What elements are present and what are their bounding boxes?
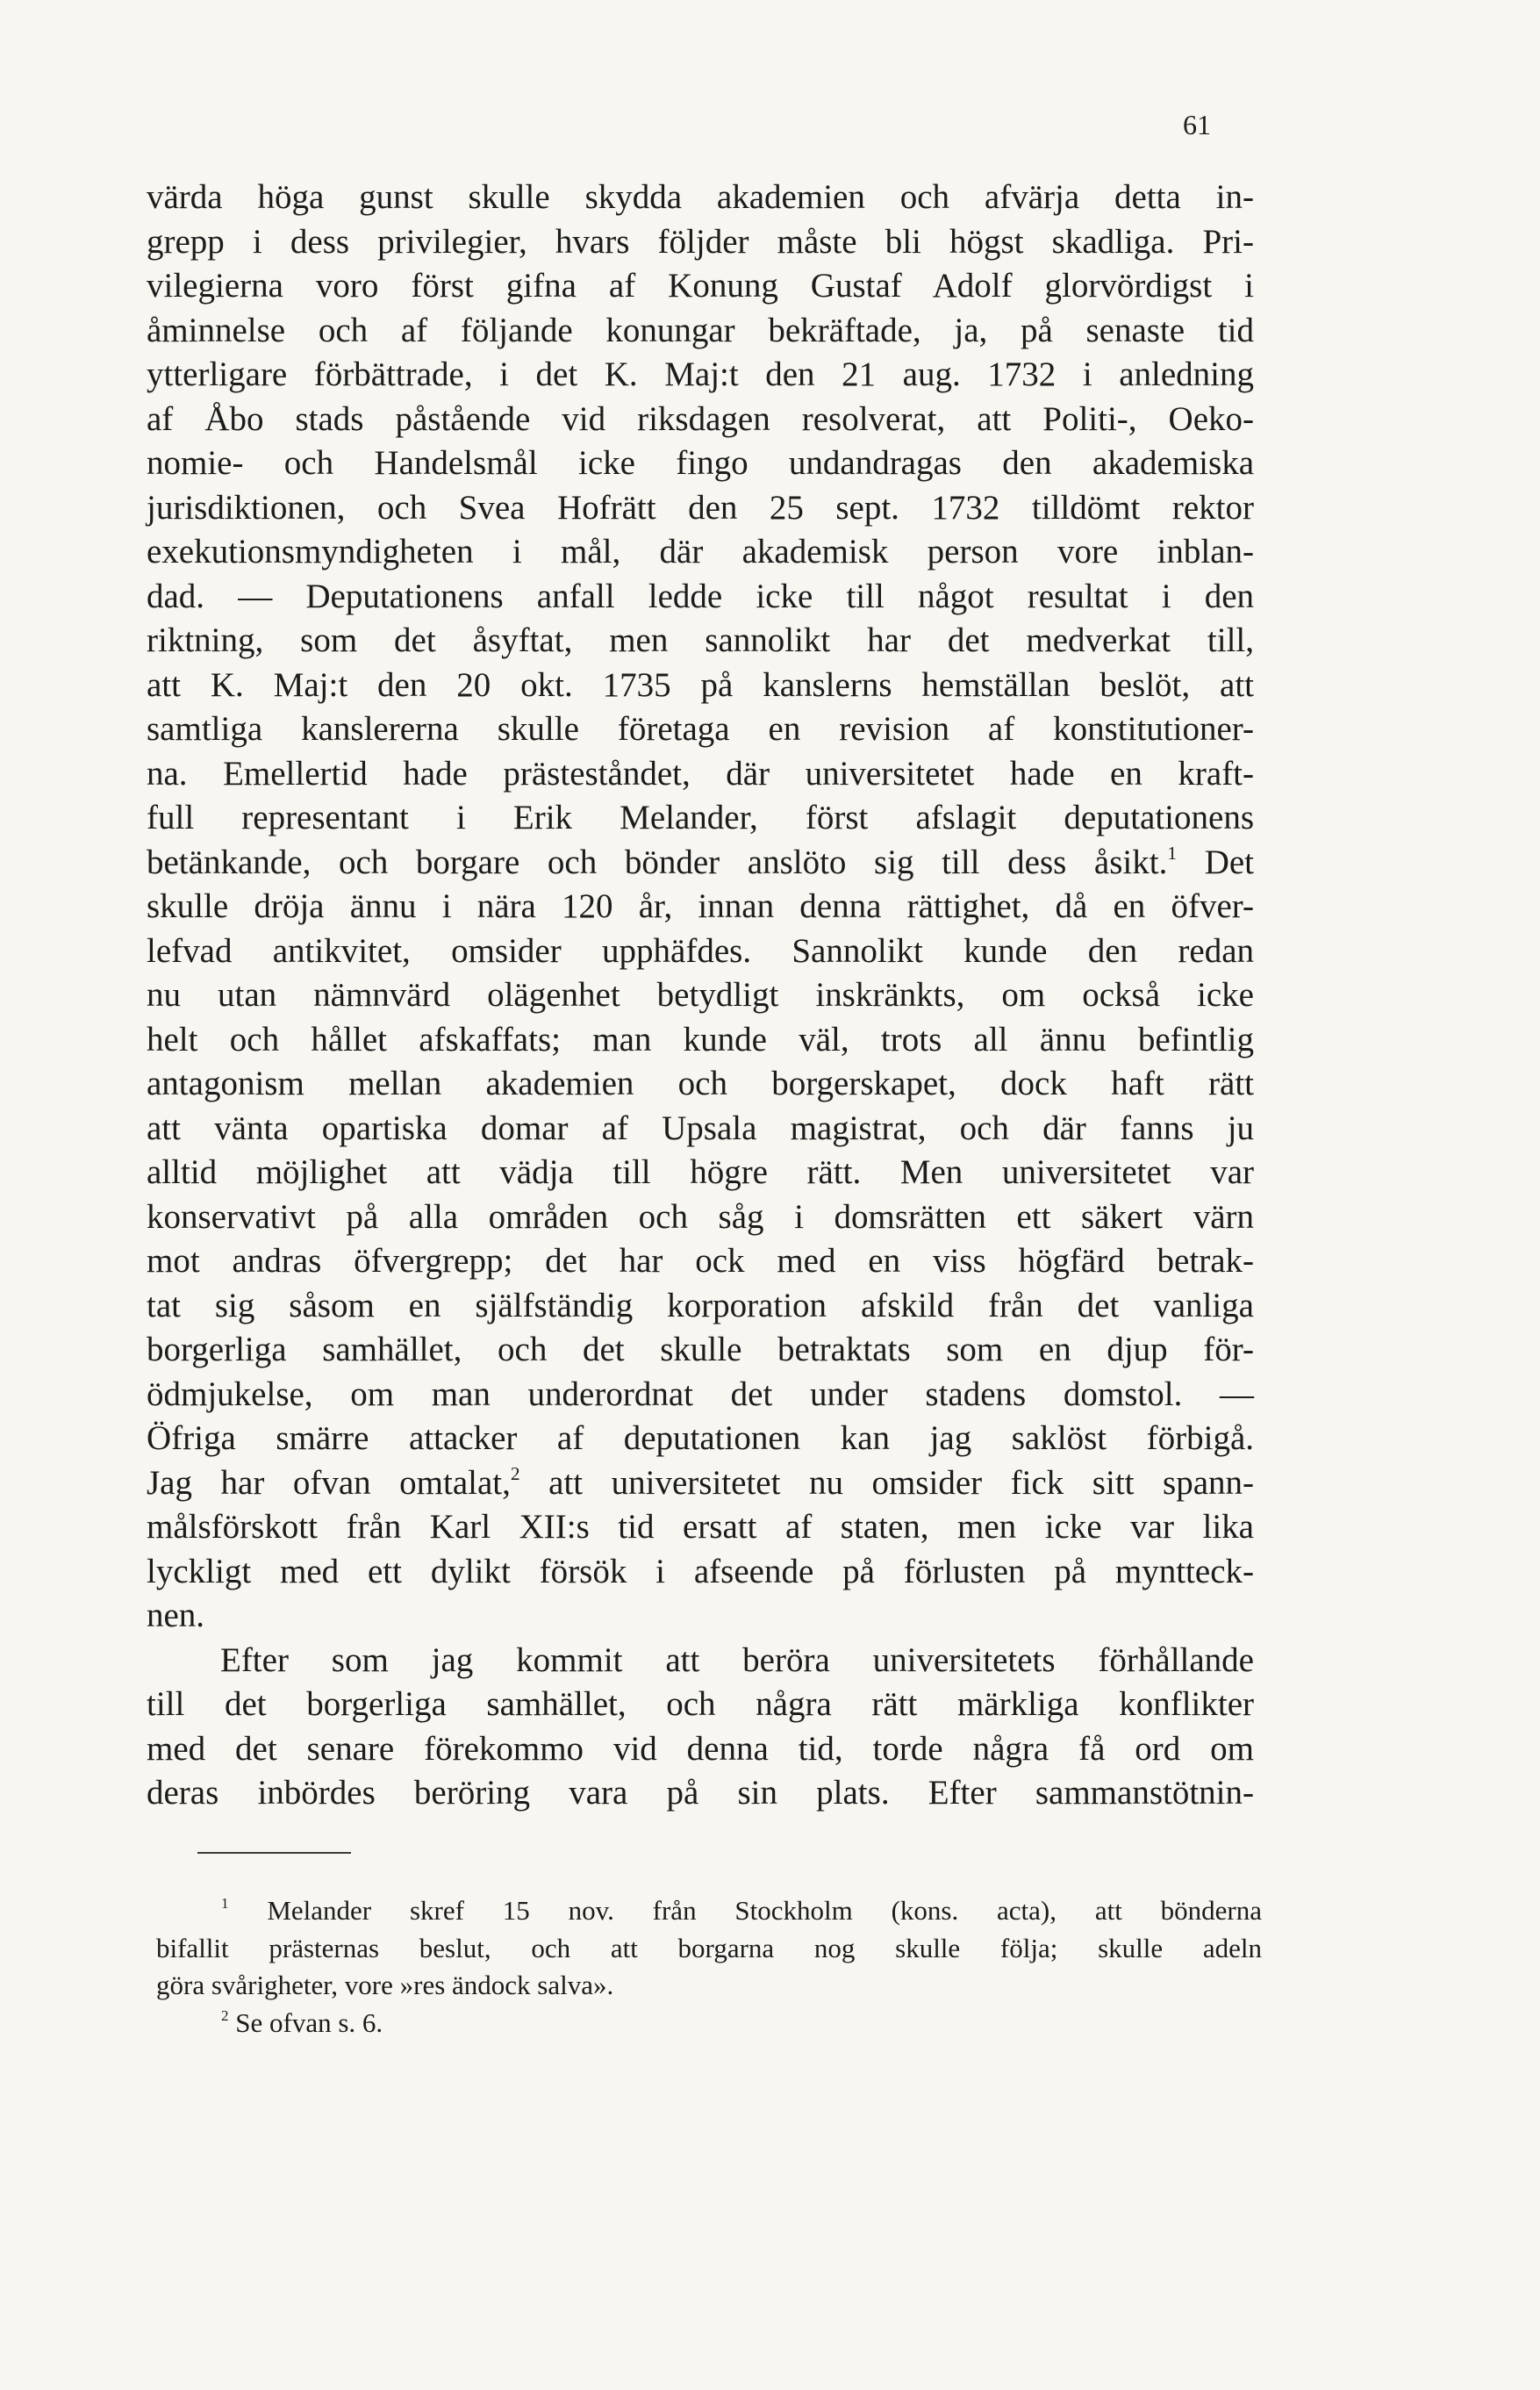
footnote-2: [156, 2005, 1262, 2042]
text-line: ytterligare förbättrade, i det K. Maj:t den 21 aug. 1732 i anledning: [147, 355, 1254, 393]
text-line: riktning, som det åsyftat, men sannolikt har det medverkat till,: [147, 621, 1254, 659]
footnote-line: $^1$ Melander skref 15 nov. från Stockholm (kons. acta), att bönderna: [221, 1895, 1262, 1926]
text-line: ödmjukelse, om man underordnat det under stadens domstol. —: [147, 1374, 1254, 1413]
text-line: grepp i dess privilegier, hvars följder måste bli högst skadliga. Pri-: [147, 222, 1254, 261]
text-line: borgerliga samhället, och det skulle betraktats som en djup för-: [147, 1331, 1254, 1368]
text-line-with-footnote-ref: betänkande, och borgare och bönder anslöto sig till dess åsikt.$^1$ Det: [147, 842, 1254, 881]
text-line: tat sig såsom en själfständig korporation afskild från det vanliga: [147, 1286, 1254, 1324]
text-line: konservativt på alla områden och såg i domsrätten ett säkert värn: [147, 1197, 1254, 1236]
text-line: alltid möjlighet att vädja till högre rätt. Men universitetet var: [147, 1153, 1254, 1191]
text-line: åminnelse och af följande konungar bekräftade, ja, på senaste tid: [147, 311, 1254, 349]
text-line: nomie- och Handelsmål icke fingo undandragas den akademiska: [147, 444, 1254, 482]
text-line: med det senare förekommo vid denna tid, torde några få ord om: [147, 1729, 1254, 1768]
text-line: helt och hållet afskaffats; man kunde väl, trots all ännu befintlig: [147, 1020, 1254, 1059]
text-line: exekutionsmyndigheten i mål, där akademisk person vore inblan-: [147, 533, 1254, 571]
text-line: dad. — Deputationens anfall ledde icke till något resultat i den: [147, 577, 1254, 615]
text-line: mot andras öfvergrepp; det har ock med en viss högfärd betrak-: [147, 1242, 1254, 1280]
text-line-with-footnote-ref: Jag har ofvan omtalat,$^2$ att universitetet nu omsider fick sitt spann-: [147, 1462, 1254, 1502]
footnote-line: göra svårigheter, vore »res ändock salva».: [156, 1970, 614, 2000]
page-number: 61: [1183, 109, 1211, 140]
text-line: nen.: [147, 1597, 205, 1634]
text-line: na. Emellertid hade prästeståndet, där universitetet hade en kraft-: [147, 754, 1254, 793]
footnotes: [156, 1892, 1262, 2042]
footnote-ref: 2: [510, 1462, 520, 1484]
footnote-ref: 1: [1167, 842, 1178, 864]
footnote-line: $^2$ Se ofvan s. 6.: [221, 2006, 383, 2038]
footnote-ref: 2: [221, 2006, 229, 2024]
text-line: full representant i Erik Melander, först afslagit deputationens: [147, 799, 1254, 836]
text-line: vilegierna voro först gifna af Konung Gustaf Adolf glorvördigst i: [147, 267, 1254, 305]
text-line: nu utan nämnvärd olägenhet betydligt inskränkts, om också icke: [147, 976, 1254, 1014]
text-line: Öfriga smärre attacker af deputationen kan jag saklöst förbigå.: [147, 1419, 1254, 1457]
text-line: af Åbo stads påstående vid riksdagen resolverat, att Politi-, Oeko-: [147, 399, 1254, 438]
footnote-line: bifallit prästernas beslut, och att borgarna nog skulle följa; skulle adeln: [156, 1932, 1262, 1963]
text-line: lyckligt med ett dylikt försök i afseende på förlusten på myntteck-: [147, 1552, 1254, 1590]
text-line: värda höga gunst skulle skydda akademien och afvärja detta in-: [147, 178, 1254, 216]
footnote-ref: 1: [221, 1895, 229, 1913]
text-line: till det borgerliga samhället, och några rätt märkliga konflikter: [147, 1685, 1254, 1723]
text-line: samtliga kanslererna skulle företaga en revision af konstitutioner-: [147, 710, 1254, 748]
text-line: Efter som jag kommit att beröra universitetets förhållande: [220, 1640, 1254, 1679]
footnote-1: [156, 1892, 1262, 2005]
text-line: att K. Maj:t den 20 okt. 1735 på kanslerns hemställan beslöt, att: [147, 665, 1254, 704]
text-line: skulle dröja ännu i nära 120 år, innan denna rättighet, då en öfver-: [147, 887, 1254, 925]
text-line: antagonism mellan akademien och borgerskapet, dock haft rätt: [147, 1065, 1254, 1102]
paragraph-1: [147, 176, 1254, 1639]
footnote-divider: [197, 1852, 351, 1854]
body-text: [147, 176, 1254, 1816]
text-line: att vänta opartiska domar af Upsala magistrat, och där fanns ju: [147, 1109, 1254, 1147]
text-line: jurisdiktionen, och Svea Hofrätt den 25 sept. 1732 tilldömt rektor: [147, 488, 1254, 527]
paragraph-2: [147, 1639, 1254, 1816]
text-line: deras inbördes beröring vara på sin plats. Efter sammanstötnin-: [147, 1774, 1254, 1812]
text-line: lefvad antikvitet, omsider upphäfdes. Sannolikt kunde den redan: [147, 931, 1254, 970]
text-line: målsförskott från Karl XII:s tid ersatt af staten, men icke var lika: [147, 1508, 1254, 1546]
